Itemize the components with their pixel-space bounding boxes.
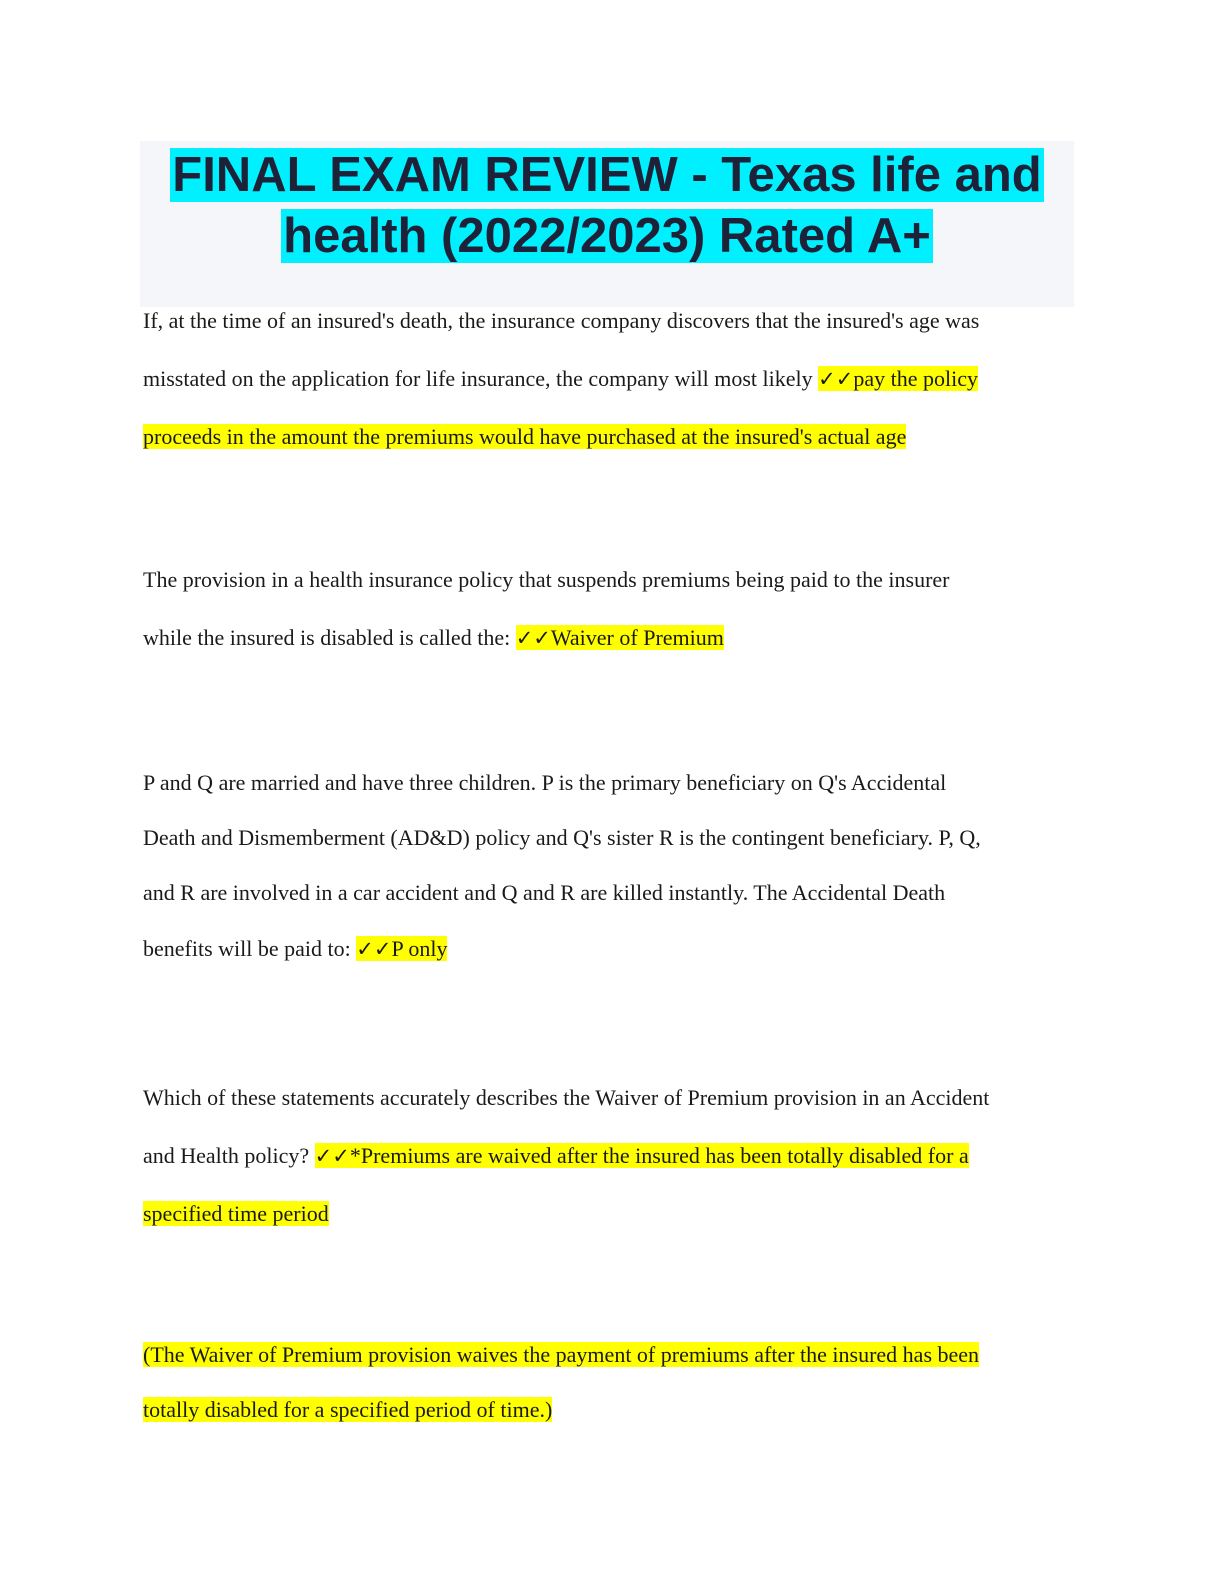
double-check-icon: ✓✓ (515, 626, 551, 650)
double-check-icon: ✓✓ (356, 937, 392, 961)
question-block-2 (143, 551, 1083, 667)
explanation-text: totally disabled for a specified period of time.) (143, 1397, 553, 1422)
question-text-line: If, at the time of an insured's death, the insurance company discovers that the insured's age was (143, 308, 980, 333)
explanation-block (143, 1327, 1083, 1437)
question-text-line: Death and Dismemberment (AD&D) policy and Q's sister R is the contingent beneficiary. P, Q, (143, 825, 981, 850)
double-check-icon: ✓✓ (818, 367, 854, 391)
answer-text: P only (391, 936, 448, 961)
answer-text: pay the policy (853, 366, 978, 391)
title-line-1: FINAL EXAM REVIEW - Texas life and (172, 148, 1042, 202)
title-line-2: health (2022/2023) Rated A+ (283, 209, 931, 263)
question-text-line: Which of these statements accurately describes the Waiver of Premium provision in an Accident (143, 1085, 990, 1110)
question-text: while the insured is disabled is called the: (143, 625, 516, 650)
double-check-icon: ✓✓ (314, 1144, 350, 1168)
title-banner (140, 141, 1074, 307)
document-title (140, 141, 1074, 267)
explanation-line (143, 1382, 1083, 1437)
question-block-3 (143, 755, 1083, 978)
question-text-line (143, 350, 1083, 408)
answer-text-line (143, 1185, 1083, 1243)
question-text-line (143, 920, 1083, 978)
question-text: benefits will be paid to: (143, 936, 357, 961)
answer-text: proceeds in the amount the premiums would have purchased at the insured's actual age (143, 424, 907, 449)
explanation-text: (The Waiver of Premium provision waives the payment of premiums after the insured has been (143, 1342, 980, 1367)
answer-text: specified time period (143, 1201, 329, 1226)
explanation-line (143, 1327, 1083, 1382)
question-text: and Health policy? (143, 1143, 315, 1168)
question-text-line (143, 609, 1083, 667)
answer-text: Waiver of Premium (550, 625, 724, 650)
question-text-line: The provision in a health insurance policy that suspends premiums being paid to the insurer (143, 567, 950, 592)
answer-text-line (143, 408, 1083, 466)
question-block-4 (143, 1069, 1083, 1243)
question-text-line: and R are involved in a car accident and Q and R are killed instantly. The Accidental Death (143, 880, 946, 905)
question-text-line (143, 1127, 1083, 1185)
question-text: misstated on the application for life insurance, the company will most likely (143, 366, 819, 391)
question-text-line: P and Q are married and have three children. P is the primary beneficiary on Q's Accidental (143, 770, 947, 795)
answer-text: *Premiums are waived after the insured has been totally disabled for a (349, 1143, 969, 1168)
question-block-1 (143, 292, 1083, 466)
